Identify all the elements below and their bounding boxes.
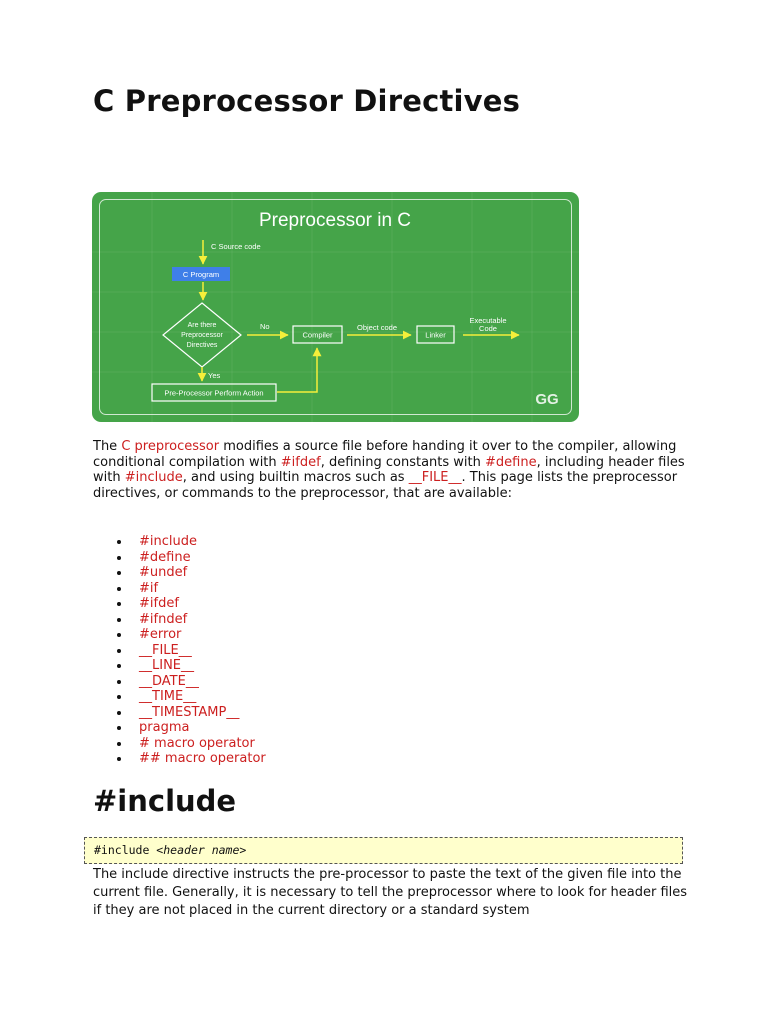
- c-program-label: C Program: [182, 270, 220, 279]
- action-to-compiler-arrow: [277, 348, 317, 392]
- compiler-label: Compiler: [302, 330, 333, 340]
- directive-link[interactable]: ## macro operator: [93, 751, 266, 767]
- intro-text-6: . This page lists the preprocessor directives, or commands to the preprocessor, that are available:: [93, 470, 678, 501]
- directive-link[interactable]: __TIMESTAMP__: [93, 705, 266, 721]
- intro-paragraph: [93, 439, 685, 501]
- code-argument: header name: [163, 843, 240, 857]
- executable-line-1: Executable: [469, 316, 507, 325]
- directive-link[interactable]: pragma: [93, 720, 266, 736]
- directive-link[interactable]: __FILE__: [93, 643, 266, 659]
- code-block: [84, 837, 683, 864]
- intro-text-2: modifies a source file before handing it over to the compiler, allowing conditional compilation with: [93, 439, 677, 470]
- object-code-label: Object code: [357, 323, 398, 332]
- yes-label: Yes: [208, 371, 221, 380]
- link-c-preprocessor[interactable]: C preprocessor: [121, 439, 220, 454]
- link-ifdef[interactable]: #ifdef: [280, 454, 321, 470]
- intro-text-3: , defining constants with: [320, 454, 486, 470]
- code-suffix: >: [239, 843, 247, 857]
- directive-link[interactable]: #include: [93, 534, 266, 550]
- link-file-macro[interactable]: __FILE__: [408, 470, 462, 485]
- directive-link[interactable]: __DATE__: [93, 674, 266, 690]
- no-label: No: [260, 322, 270, 331]
- diagram-svg: [92, 192, 579, 422]
- diagram-heading: Preprocessor in C: [258, 210, 412, 231]
- preprocessor-diagram: [92, 192, 579, 422]
- decision-line-3: Directives: [186, 342, 218, 349]
- directive-link[interactable]: #define: [93, 550, 266, 566]
- link-include[interactable]: #include: [124, 470, 183, 485]
- link-define[interactable]: #define: [485, 454, 537, 470]
- intro-text-1: The: [93, 439, 122, 454]
- decision-line-2: Preprocessor: [181, 332, 223, 339]
- code-prefix: #include <: [94, 843, 164, 857]
- include-description: The include directive instructs the pre-processor to paste the text of the given file into the current file. Generally, it is necessary to tell the preprocessor where to look for header files if they are not placed in the current directory or a standard system: [93, 867, 688, 918]
- directive-link[interactable]: __LINE__: [93, 658, 266, 674]
- directive-link[interactable]: #ifdef: [93, 596, 266, 612]
- directive-link[interactable]: # macro operator: [93, 736, 266, 752]
- logo-text: GG: [535, 391, 559, 408]
- directive-link[interactable]: __TIME__: [93, 689, 266, 705]
- intro-text-5: , and using builtin macros such as: [182, 470, 409, 485]
- directive-list: [93, 534, 266, 767]
- page-title: C Preprocessor Directives: [93, 84, 521, 118]
- intro-text-4: , including header files with: [93, 454, 685, 485]
- linker-label: Linker: [425, 330, 446, 340]
- directive-link[interactable]: #error: [93, 627, 266, 643]
- directive-link[interactable]: #ifndef: [93, 612, 266, 628]
- section-heading-include: #include: [93, 784, 237, 818]
- directive-link[interactable]: #if: [93, 581, 266, 597]
- decision-line-1: Are there: [187, 322, 217, 329]
- source-label: C Source code: [211, 242, 261, 251]
- action-label: Pre-Processor Perform Action: [164, 388, 264, 398]
- directive-link[interactable]: #undef: [93, 565, 266, 581]
- executable-line-2: Code: [479, 324, 497, 333]
